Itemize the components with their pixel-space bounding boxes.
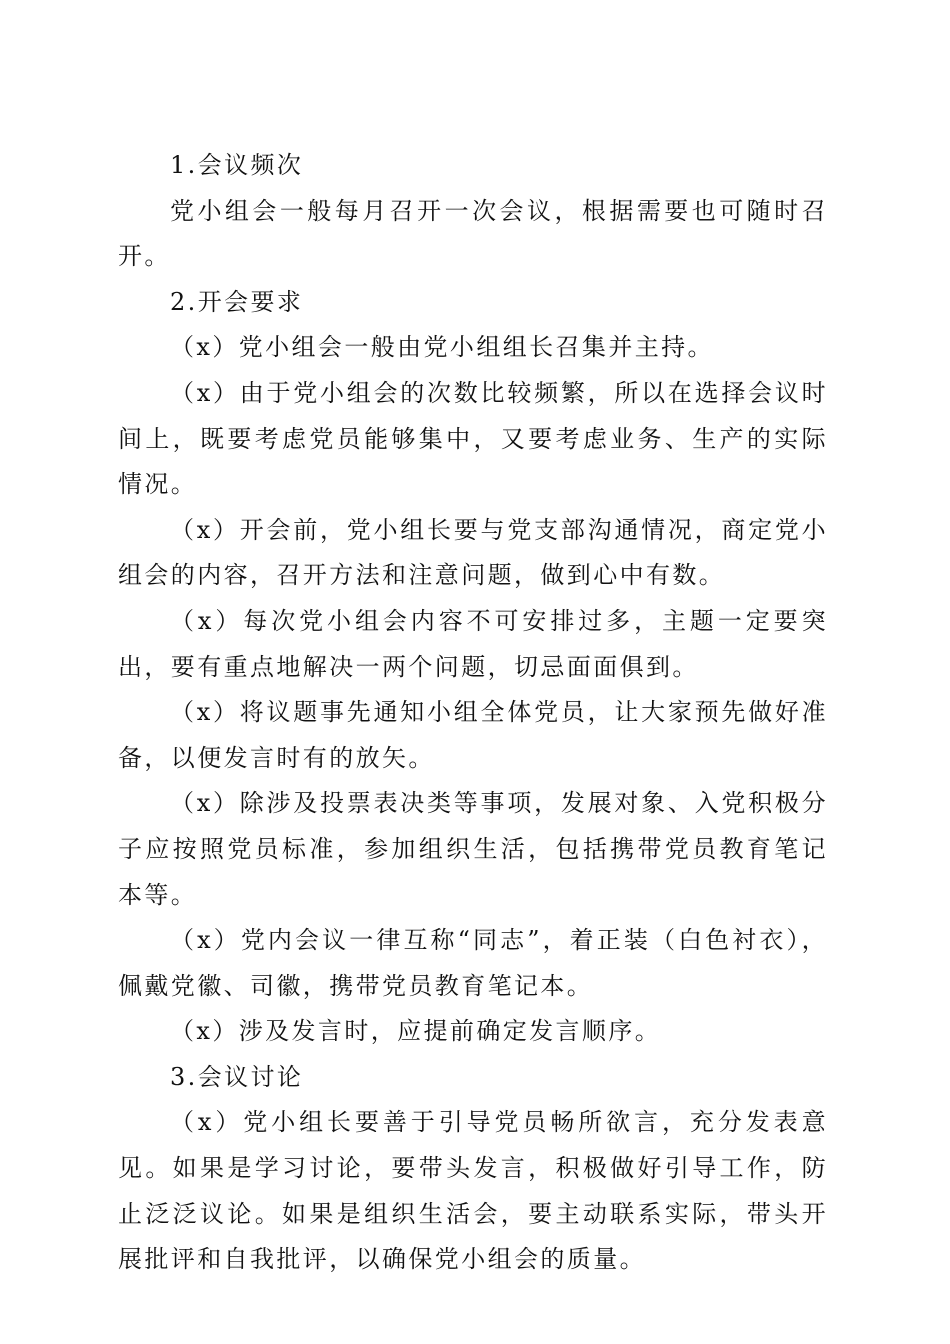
document-body xyxy=(118,143,828,1283)
section-heading-meeting-discussion: 3.会议讨论 xyxy=(170,1062,304,1091)
paragraph-requirement-focus: （x）每次党小组会内容不可安排过多，主题一定要突出，要有重点地解决一两个问题，切忌面面俱到。 xyxy=(118,606,828,681)
paragraph-requirement-timing: （x）由于党小组会的次数比较频繁，所以在选择会议时间上，既要考虑党员能够集中，又要考虑业务、生产的实际情况。 xyxy=(118,378,828,499)
paragraph-requirement-notice: （x）将议题事先通知小组全体党员，让大家预先做好准备，以便发言时有的放矢。 xyxy=(118,698,828,772)
paragraph-requirement-participation: （x）除涉及投票表决类等事项，发展对象、入党积极分子应按照党员标准，参加组织生活，包括携带党员教育笔记本等。 xyxy=(118,789,828,909)
paragraph-requirement-etiquette: （x）党内会议一律互称“同志”，着正装（白色衬衣），佩戴党徽、司徽，携带党员教育笔记本。 xyxy=(118,926,828,1000)
section-heading-meeting-requirements: 2.开会要求 xyxy=(170,287,304,316)
paragraph-meeting-frequency: 党小组会一般每月召开一次会议，根据需要也可随时召开。 xyxy=(118,196,828,271)
paragraph-discussion-guidance: （x）党小组长要善于引导党员畅所欲言，充分发表意见。如果是学习讨论，要带头发言，积极做好引导工作，防止泛泛议论。如果是组织生活会，要主动联系实际，带头开展批评和自我批评，以确保党小组会的质量。 xyxy=(118,1108,828,1274)
paragraph-requirement-preparation: （x）开会前，党小组长要与党支部沟通情况，商定党小组会的内容，召开方法和注意问题，做到心中有数。 xyxy=(118,515,828,590)
section-heading-meeting-frequency: 1.会议频次 xyxy=(170,151,304,179)
paragraph-requirement-convener: （x）党小组会一般由党小组组长召集并主持。 xyxy=(170,333,714,362)
paragraph-requirement-speaking-order: （x）涉及发言时，应提前确定发言顺序。 xyxy=(170,1017,662,1046)
